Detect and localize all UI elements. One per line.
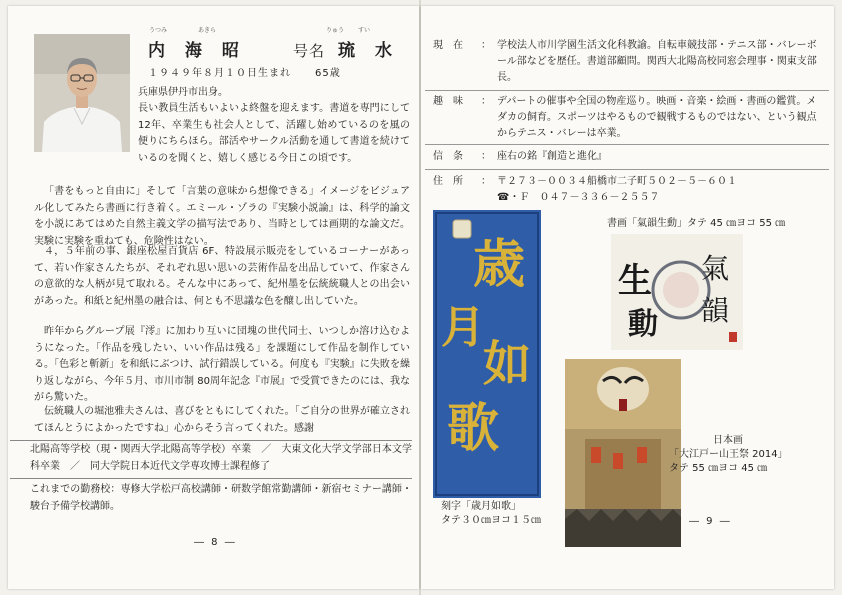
engraving-title: 刻字「歳月如歌」 [441,501,521,512]
divider [425,90,829,91]
paragraph-encounter: ４，５年前の事、銀座松屋百貨店 6F、特設展示販売をしているコーナーがあって、若い作家さんたちが、それぞれ思い思いの芸術作品を出品していて、作家さんの意欲的な人柄が見て取れる。そんな中にあって、紀州墨を伝統統職人との出会いがあった。和紙と紀州墨の融合は、何とも不思議な色を醸し出していた。 [34,246,410,307]
calligraphy-char: 韻 [700,294,730,327]
info-address-value: 〒２７３－００３４船橋市二子町５０２－５－６０１ [497,176,737,187]
left-page [8,6,419,589]
divider [10,478,412,479]
calligraphy-char: 生 [618,261,652,301]
education: 北陽高等学校（現・関西大学北陽高等学校）卒業 ／ 大東文化大学文学部日本文学科卒業 ／ 同大学院日本近代文学専攻博士課程修了 [30,444,412,472]
nihonga-label: 日本画 [713,435,743,446]
info-hobby-label: 趣味 [433,96,473,107]
calligraphy-artwork [611,234,743,350]
paragraph-concept: 「書をもっと自由に」そして「言葉の意味から想像できる」イメージをビジュアル化してみたら書画に行き着く。エミール・ゾラの『実験小説論』は、科学的論文を小説にあてはめた自然主義文学の描写法であり、当時としては画期的な論文だ。実験に実験を重ねても、危険性はない。 [34,186,410,247]
divider [10,440,412,441]
nihonga-size: タテ 55 ㎝ヨコ 45 ㎝ [669,463,768,474]
info-separator: ： [481,151,491,162]
right-page [421,6,834,589]
birth-date: １９４９年８月１０日生まれ [148,68,291,79]
paragraph-exhibition: 昨年からグループ展『澪』に加わり互いに団塊の世代同士、いつしか溶け込むようになった。「作品を残したい、いい作品は残る」を課題にして作品を制作している。「色彩と斬新」を和紙にぶつけ、試行錯誤している。何度も『実験』に失敗を繰り返しながら、今年５月、市川市制 80周年記念『市展』で受賞できたのには、我ながら驚いた。 [34,326,410,403]
nihonga-title: 「大江戸ー山王祭 2014」 [669,449,788,460]
engraving-char: 歳 [472,234,526,295]
paragraph-thanks: 伝統職人の堀池雅夫さんは、喜びをともにしてくれた。「ご自分の世界が確立されてほんとうによかったですね」心からそう言ってくれた。感謝 [34,406,410,434]
info-separator: ： [481,176,491,187]
info-current [433,38,819,86]
career: これまでの勤務校：専修大学松戸高校講師・研数学館常勤講師・新宿セミナー講師・駿台予備学校講師。 [30,484,412,512]
pen-name-label: 号名 [292,42,325,60]
page-number-left: ― 8 ― [194,537,237,548]
info-address-label: 住所 [433,176,473,187]
info-current-value: 学校法人市川学園生活文化科教諭。自転車競技部・テニス部・バレーボール部などを歴任。書道部顧問。関西大北陽高校同窓会理事・関東支部長。 [497,40,817,83]
birth-line [148,64,341,79]
info-motto-value: 座右の銘『創造と進化』 [497,151,607,162]
info-hobby [433,94,819,142]
info-separator: ： [481,96,491,107]
nihonga-artwork [565,359,681,547]
divider [425,144,829,145]
engraving-char: 月 [441,302,485,353]
info-hobby-value: デパートの催事や全国の物産巡り。映画・音楽・絵画・書画の鑑賞。メダカの飼育。スポーツはやるもので観戦するものではない、という観点からテニス・バレーは卒業。 [497,96,817,139]
info-motto [433,149,819,165]
calligraphy-caption: 書画「氣韻生動」タテ 45 ㎝ヨコ 55 ㎝ [607,218,786,229]
name-ruby-1: うつみ [149,27,168,34]
info-address [433,174,819,206]
engraving-artwork [433,210,541,498]
name-line [148,36,399,61]
author-name: 内 海 昭 [148,41,246,61]
info-current-label: 現在 [433,40,473,51]
paragraph-origin: 兵庫県伊丹市出身。 [138,87,228,98]
info-motto-label: 信条 [433,151,473,162]
name-ruby-2: あきら [198,27,217,34]
divider [425,169,829,170]
calligraphy-char: 氣 [700,252,730,285]
page-number-right: ― 9 ― [689,516,732,527]
engraving-char: 如 [482,336,532,392]
calligraphy-char: 動 [628,307,658,342]
age: 65歳 [315,68,341,79]
paragraph-intro: 長い教員生活もいよいよ終盤を迎えます。書道を専門にして12年、卒業生も社会人として、活躍し始めているのを風の便りにちらほら。部活やサークル活動を通して書道を続けているのを聞くと、嬉しく感じる今日この頃です。 [138,103,410,164]
pen-ruby-2: すい [358,27,371,34]
engraving-char: 歌 [446,398,500,459]
info-phone-value: ☎・Ｆ ０４７－３３６－２５５７ [497,192,660,203]
pen-ruby-1: りゅう [326,27,345,34]
info-separator: ： [481,40,491,51]
engraving-size: タテ３０㎝ヨコ１５㎝ [441,515,541,526]
pen-name: 琉 水 [338,41,399,61]
author-photo [34,34,130,152]
